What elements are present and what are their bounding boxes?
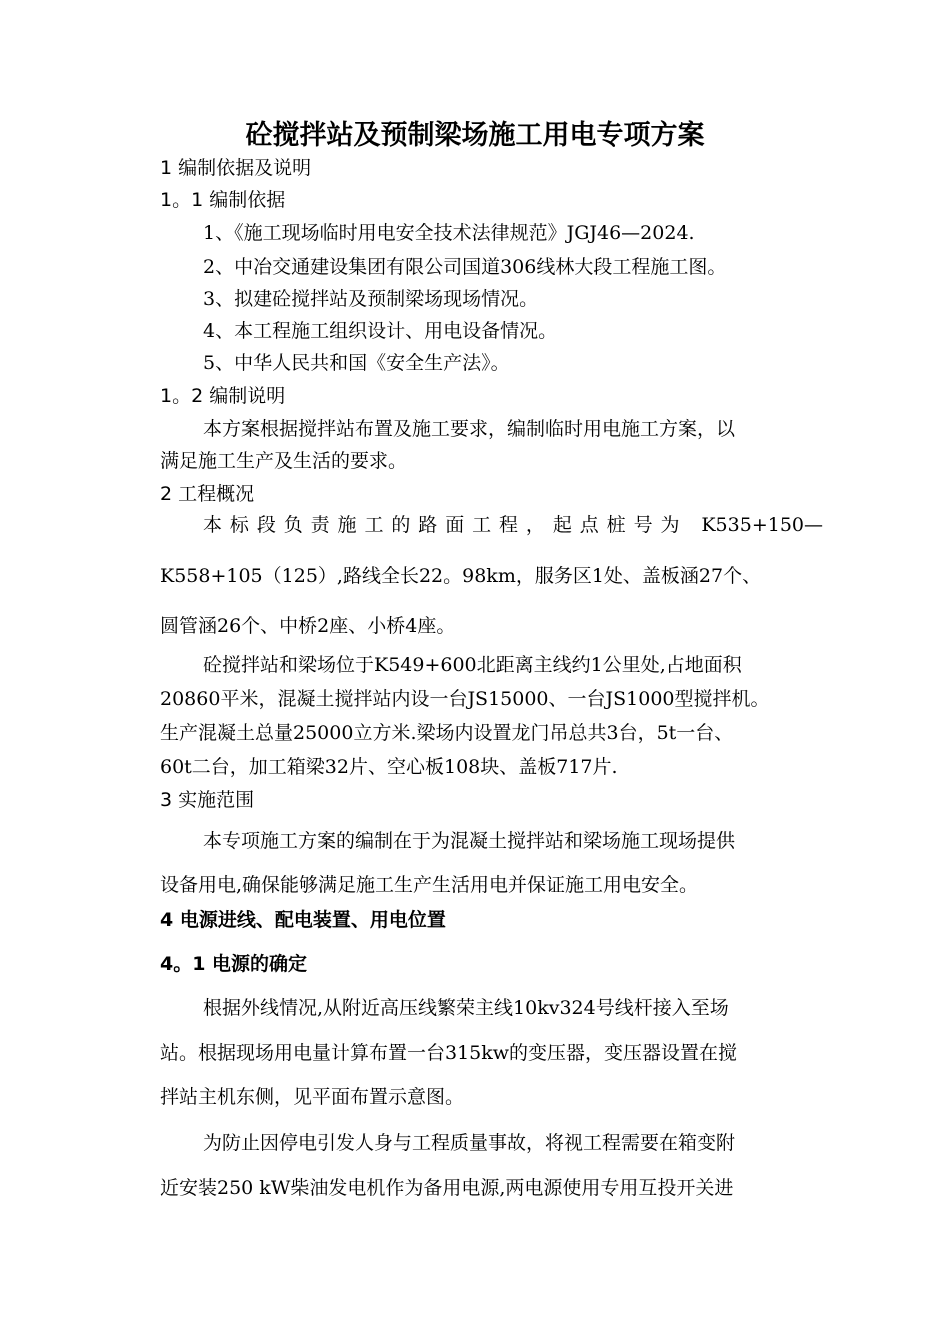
s2-p2-line-1: 砼搅拌站和梁场位于K549+600北距离主线约1公里处,占地面积	[203, 654, 742, 676]
s4-p2-line-2: 近安装250 kW柴油发电机作为备用电源,两电源使用专用互投开关进	[160, 1177, 734, 1199]
s2-p2-line-2: 20860平米，混凝土搅拌站内设一台JS15000、一台JS1000型搅拌机。	[160, 688, 770, 710]
document-title: 砼搅拌站及预制梁场施工用电专项方案	[245, 120, 705, 151]
section-1-1-heading: 1。1 编制依据	[160, 189, 286, 211]
s1-2-line-2: 满足施工生产及生活的要求。	[160, 450, 408, 472]
s2-p2-line-4: 60t二台，加工箱梁32片、空心板108块、盖板717片.	[160, 756, 618, 778]
section-3-heading: 3 实施范围	[160, 789, 255, 811]
basis-item-5: 5、中华人民共和国《安全生产法》。	[203, 352, 510, 374]
section-4-1-heading: 4。1 电源的确定	[160, 953, 308, 975]
s4-p1-line-1: 根据外线情况,从附近高压线繁荣主线10kv324号线杆接入至场	[203, 997, 729, 1019]
section-1-2-heading: 1。2 编制说明	[160, 385, 286, 407]
s2-p1-line-1: 本标段负责施工的路面工程，起点桩号为 K535+150—	[203, 514, 823, 536]
s3-line-1: 本专项施工方案的编制在于为混凝土搅拌站和梁场施工现场提供	[203, 830, 736, 852]
basis-item-1: 1、《施工现场临时用电安全技术法律规范》JGJ46—2024.	[203, 222, 695, 244]
section-4-heading: 4 电源进线、配电装置、用电位置	[160, 909, 446, 931]
s2-p1-line-3: 圆管涵26个、中桥2座、小桥4座。	[160, 615, 456, 637]
s4-p1-line-3: 拌站主机东侧，见平面布置示意图。	[160, 1086, 465, 1108]
s2-p2-line-3: 生产混凝土总量25000立方米.梁场内设置龙门吊总共3台，5t一台、	[160, 722, 734, 744]
section-2-heading: 2 工程概况	[160, 483, 255, 505]
s1-2-line-1: 本方案根据搅拌站布置及施工要求，编制临时用电施工方案，以	[203, 418, 736, 440]
s4-p1-line-2: 站。根据现场用电量计算布置一台315kw的变压器，变压器设置在搅	[160, 1042, 738, 1064]
s3-line-2: 设备用电,确保能够满足施工生产生活用电并保证施工用电安全。	[160, 874, 699, 896]
basis-item-2: 2、中冶交通建设集团有限公司国道306线林大段工程施工图。	[203, 256, 727, 278]
basis-item-4: 4、本工程施工组织设计、用电设备情况。	[203, 320, 558, 342]
basis-item-3: 3、拟建砼搅拌站及预制梁场现场情况。	[203, 288, 539, 310]
section-1-heading: 1 编制依据及说明	[160, 157, 312, 179]
s2-p1-line-2: K558+105（125）,路线全长22。98km，服务区1处、盖板涵27个、	[160, 565, 762, 587]
s4-p2-line-1: 为防止因停电引发人身与工程质量事故，将视工程需要在箱变附	[203, 1132, 736, 1154]
